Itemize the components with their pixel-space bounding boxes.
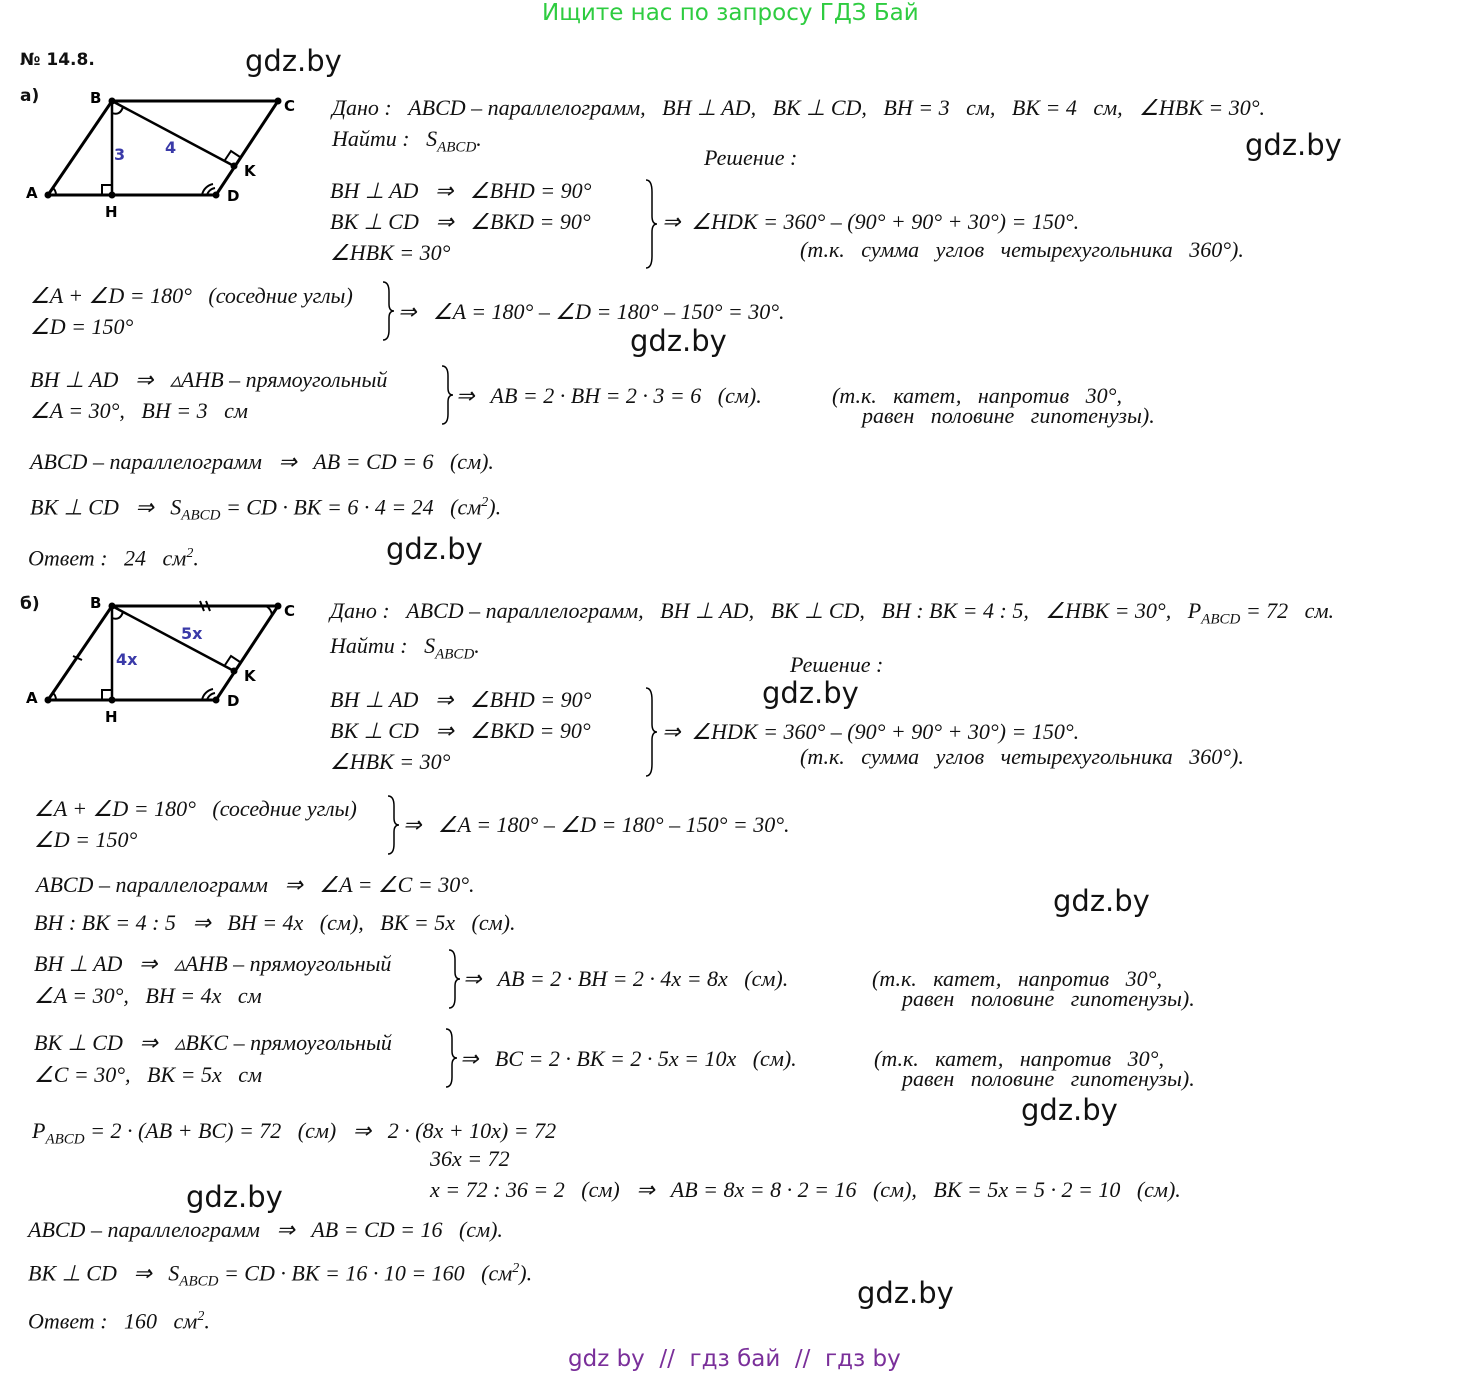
system3-result-b: ⇒ AB = 2 · BH = 2 · 4x = 8x (см). [463,966,789,991]
system1-note-a: (т.к. сумма углов четырехугольника 360°). [800,237,1244,262]
vertex-label-b: B [90,89,102,107]
perimeter-line3-b: x = 72 : 36 = 2 (см) ⇒ AB = 8x = 8 · 2 = 16 (см), BK = 5x = 5 · 2 = 10 (см). [430,1177,1181,1202]
watermark: gdz.by [857,1276,954,1310]
system3-line1-a: BH ⊥ AD ⇒ ▵AHB – прямоугольный [30,367,388,392]
segment-label-bk: 5x [181,624,203,643]
given-a: Дано : ABCD – параллелограмм, BH ⊥ AD, BK ⊥ CD, BH = 3 см, BK = 4 см, ∠HBK = 30°. [332,95,1266,120]
system1-result-b: ⇒ ∠HDK = 360° – (90° + 90° + 30°) = 150°. [662,719,1080,744]
system3-line2-b: ∠A = 30°, BH = 4x см [34,983,262,1008]
system2-result-b: ⇒ ∠A = 180° – ∠D = 180° – 150° = 30°. [403,812,790,837]
system3-line1-b: BH ⊥ AD ⇒ ▵AHB – прямоугольный [34,951,392,976]
line2-a: BK ⊥ CD ⇒ $S_{ABCD}$ = CD · BK = 6 · 4 = 24 $(см^2)$. [30,494,502,524]
problem-number: № 14.8. [20,50,95,70]
segment-label-bh: 4x [116,650,138,669]
system4-note1-b: (т.к. катет, напротив 30°, [874,1046,1164,1071]
vertex-label-b: B [90,594,102,612]
system1-line1-b: BH ⊥ AD ⇒ ∠BHD = 90° [330,687,592,712]
part-a-label: а) [20,86,40,106]
solution-title-a: Решение : [704,145,798,170]
part-b-label: б) [20,594,40,614]
system1-result-a: ⇒ ∠HDK = 360° – (90° + 90° + 30°) = 150°. [662,209,1080,234]
system3-note1-b: (т.к. катет, напротив 30°, [872,966,1162,991]
brace-icon [644,686,658,778]
line2-b: BH : BK = 4 : 5 ⇒ BH = 4x (см), BK = 5x (см). [34,910,516,935]
system3-note1-a: (т.к. катет, напротив 30°, [832,383,1122,408]
system1-note-b: (т.к. сумма углов четырехугольника 360°). [800,744,1244,769]
vertex-label-k: K [244,667,256,685]
parallelogram-figure-b [20,594,320,726]
vertex-label-d: D [227,187,240,205]
footer-links[interactable]: gdz by // гдз бай // гдз by [568,1346,901,1372]
perimeter-line-b: $P_{ABCD} = 2 \cdot (AB + BC) = 72$ (см) ⇒ 2 · (8x + 10x) = 72 [32,1118,557,1148]
vertex-label-h: H [105,708,118,726]
system1-line2-b: BK ⊥ CD ⇒ ∠BKD = 90° [330,718,591,743]
watermark: gdz.by [245,44,342,78]
watermark: gdz.by [1021,1093,1118,1127]
segment-label-bk: 4 [165,138,177,157]
system4-result-b: ⇒ BC = 2 · BK = 2 · 5x = 10x (см). [460,1046,797,1071]
brace-icon [447,948,461,1010]
solution-title-b: Решение : [790,652,884,677]
vertex-label-d: D [227,692,240,710]
watermark: gdz.by [186,1180,283,1214]
system2-line2-b: ∠D = 150° [34,827,138,852]
watermark: gdz.by [386,532,483,566]
watermark: gdz.by [1053,884,1150,918]
system2-line1-a: ∠A + ∠D = 180° (соседние углы) [30,283,353,308]
header-banner: Ищите нас по запросу ГДЗ Бай [542,0,919,26]
vertex-label-a: A [26,184,38,202]
line1-b: ABCD – параллелограмм ⇒ ∠A = ∠C = 30°. [36,872,475,897]
brace-icon [440,364,454,426]
given-b: Дано : ABCD – параллелограмм, BH ⊥ AD, BK ⊥ CD, BH : BK = 4 : 5, ∠HBK = 30°, $P_{ABCD} = 72$ см. [330,598,1334,628]
system3-result-a: ⇒ AB = 2 · BH = 2 · 3 = 6 (см). [456,383,762,408]
perimeter-line2-b: 36x = 72 [430,1146,510,1171]
vertex-label-c: C [284,97,296,115]
brace-icon [644,178,658,270]
brace-icon [386,794,400,856]
parallelogram-figure-a [20,88,320,218]
system1-line3-a: ∠HBK = 30° [330,240,451,265]
line4-b: BK ⊥ CD ⇒ $S_{ABCD}$ = CD · BK = 16 · 10 = 160 $(см^2)$. [28,1260,533,1290]
system4-line2-b: ∠C = 30°, BK = 5x см [34,1062,263,1087]
watermark: gdz.by [762,676,859,710]
vertex-label-h: H [105,203,118,218]
answer-a: Ответ : 24 $см^2$. [28,545,199,571]
system1-line3-b: ∠HBK = 30° [330,749,451,774]
system4-note2-b: равен половине гипотенузы). [902,1066,1195,1091]
answer-b: Ответ : 160 $см^2$. [28,1308,210,1334]
system3-note2-a: равен половине гипотенузы). [862,403,1155,428]
system1-line2-a: BK ⊥ CD ⇒ ∠BKD = 90° [330,209,591,234]
system3-line2-a: ∠A = 30°, BH = 3 см [30,398,248,423]
brace-icon [381,280,395,342]
system2-result-a: ⇒ ∠A = 180° – ∠D = 180° – 150° = 30°. [398,299,785,324]
system1-line1-a: BH ⊥ AD ⇒ ∠BHD = 90° [330,178,592,203]
brace-icon [444,1027,458,1089]
segment-label-bh: 3 [114,145,126,164]
watermark: gdz.by [630,324,727,358]
system2-line2-a: ∠D = 150° [30,314,134,339]
system4-line1-b: BK ⊥ CD ⇒ ▵BKC – прямоугольный [34,1030,392,1055]
find-b: Найти : $S_{ABCD}$. [330,633,480,663]
vertex-label-a: A [26,689,38,707]
system2-line1-b: ∠A + ∠D = 180° (соседние углы) [34,796,357,821]
watermark: gdz.by [1245,128,1342,162]
vertex-label-k: K [244,162,256,180]
vertex-label-c: C [284,602,296,620]
line1-a: ABCD – параллелограмм ⇒ AB = CD = 6 (см). [30,449,494,474]
system3-note2-b: равен половине гипотенузы). [902,986,1195,1011]
find-a: Найти : $S_{ABCD}$. [332,126,482,156]
line3-b: ABCD – параллелограмм ⇒ AB = CD = 16 (см). [28,1217,503,1242]
